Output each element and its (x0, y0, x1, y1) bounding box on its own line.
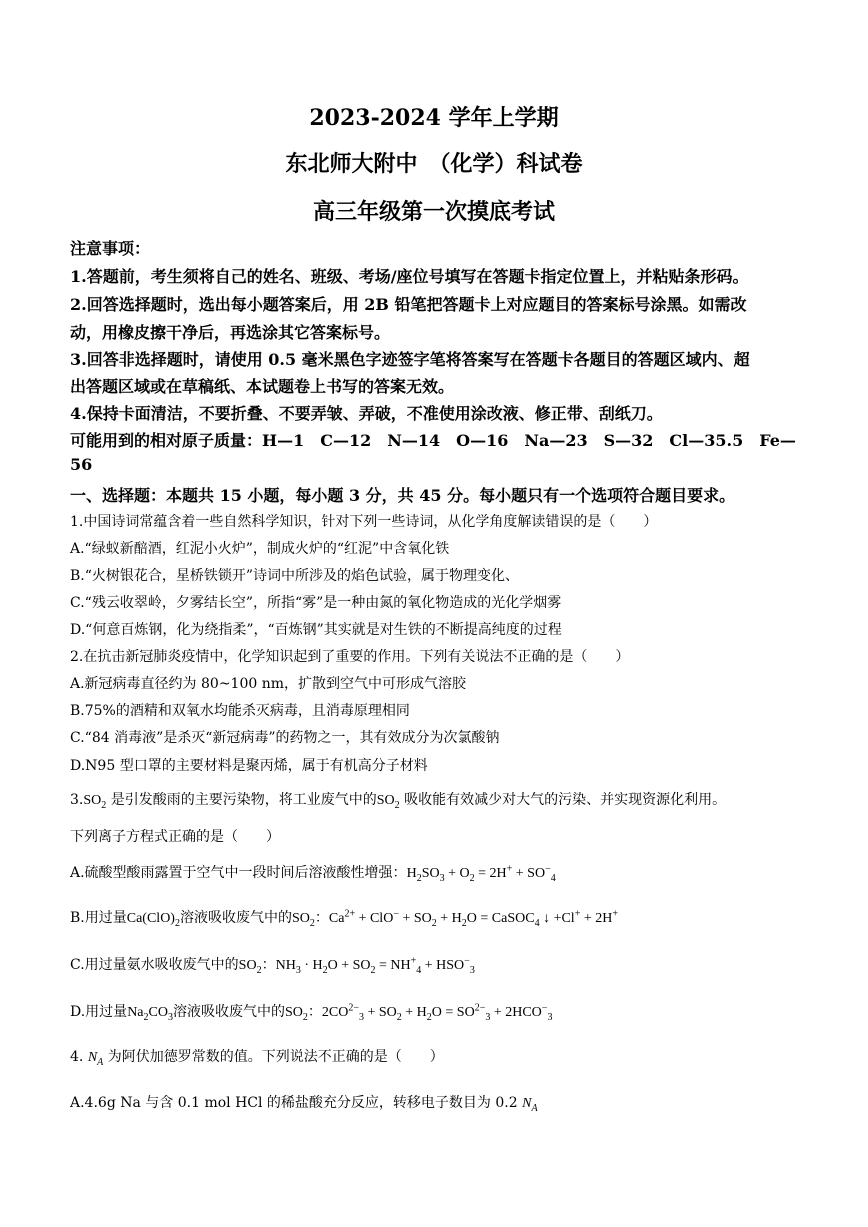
q3-stem-2: 下列离子方程式正确的是（ ） (70, 829, 280, 845)
note-3-line-1: 3.回答非选择题时，请使用 0.5 毫米黑色字迹签字笔将答案写在答题卡各题目的答题区域内、超 (70, 350, 750, 369)
q2-option-a: A.新冠病毒直径约为 80~100 nm，扩散到空气中可形成气溶胶 (70, 676, 467, 692)
q2-option-c: C.“84 消毒液”是杀灭“新冠病毒”的药物之一，其有效成分为次氯酸钠 (70, 730, 500, 746)
atomic-mass-line-2: 56 (70, 455, 93, 474)
note-2-line-2: 动，用橡皮擦干净后，再选涂其它答案标号。 (70, 323, 391, 342)
q3-option-d: D.用过量$Na_2CO_3$溶液吸收废气中的$SO_2$：$2CO^{2-}_3 + SO_2 + H_2O = SO^{2-}_3 + 2HCO^-_3$ (70, 1002, 553, 1023)
q1-option-a: A.“绿蚁新醅酒，红泥小火炉”，制成火炉的“红泥”中含氧化铁 (70, 541, 450, 557)
q4-option-a: A.4.6g Na 与含 0.1 mol HCl 的稀盐酸充分反应，转移电子数目为 0.2 $N_A$ (70, 1095, 538, 1114)
q1-stem: 1.中国诗词常蕴含着一些自然科学知识，针对下列一些诗词，从化学角度解读错误的是（ ） (70, 514, 658, 530)
note-4: 4.保持卡面清洁，不要折叠、不要弄皱、弄破，不准使用涂改液、修正带、刮纸刀。 (70, 404, 663, 423)
q3-stem: $3.SO_2$ 是引发酸雨的主要污染物，将工业废气中的$SO_2$ 吸收能有效减少对大气的污染、并实现资源化利用。 (70, 792, 727, 811)
exam-year-term: 2023-2024 学年上学期 (309, 105, 559, 131)
q2-stem: 2.在抗击新冠肺炎疫情中，化学知识起到了重要的作用。下列有关说法不正确的是（ ） (70, 649, 630, 665)
section-1-heading: 一、选择题：本题共 15 小题，每小题 3 分，共 45 分。每小题只有一个选项符合题目要求。 (70, 486, 736, 505)
notes-heading: 注意事项： (70, 239, 151, 258)
atomic-mass-line-1: 可能用到的相对原子质量：H—1 C—12 N—14 O—16 Na—23 S—32 Cl—35.5 Fe— (70, 431, 796, 450)
note-2-line-1: 2.回答选择题时，选出每小题答案后，用 2B 铅笔把答题卡上对应题目的答案标号涂黑。如需改 (70, 295, 747, 314)
exam-school-subject: 东北师大附中 （化学）科试卷 (285, 151, 583, 177)
note-3-line-2: 出答题区域或在草稿纸、本试题卷上书写的答案无效。 (70, 377, 455, 396)
q2-option-d: D.N95 型口罩的主要材料是聚丙烯，属于有机高分子材料 (70, 758, 428, 774)
q3-option-a: A.硫酸型酸雨露置于空气中一段时间后溶液酸性增强：$H_2SO_3 + O_2 = 2H^+ + SO^-_4$ (70, 863, 556, 884)
q1-option-b: B.“火树银花合，星桥铁锁开”诗词中所涉及的焰色试验，属于物理变化、 (70, 568, 520, 584)
q1-option-d: D.“何意百炼钢，化为绕指柔”，“百炼钢”其实就是对生铁的不断提高纯度的过程 (70, 622, 562, 638)
q3-option-b: B.用过量$Ca(ClO)_2$溶液吸收废气中的$SO_2$：$Ca^{2+} + ClO^- + SO_2 + H_2O$ = CaSOC$_4$ ↓ +Cl+ + 2H+ (70, 908, 618, 929)
q2-option-b: B.75%的酒精和双氧水均能杀灭病毒，且消毒原理相同 (70, 703, 410, 719)
exam-name: 高三年级第一次摸底考试 (312, 199, 555, 225)
note-1: 1.答题前，考生须将自己的姓名、班级、考场/座位号填写在答题卡指定位置上，并粘贴条形码。 (70, 267, 749, 286)
q4-stem: 4. $N_A$ 为阿伏加德罗常数的值。下列说法不正确的是（ ） (70, 1049, 444, 1068)
q3-option-c: C.用过量氨水吸收废气中的$SO_2$：$NH_3 \cdot H_2O + SO_2 = NH^+_4 + HSO^-_3$ (70, 955, 475, 976)
q1-option-c: C.“残云收翠岭，夕雾结长空”，所指“雾”是一种由氮的氧化物造成的光化学烟雾 (70, 595, 562, 611)
